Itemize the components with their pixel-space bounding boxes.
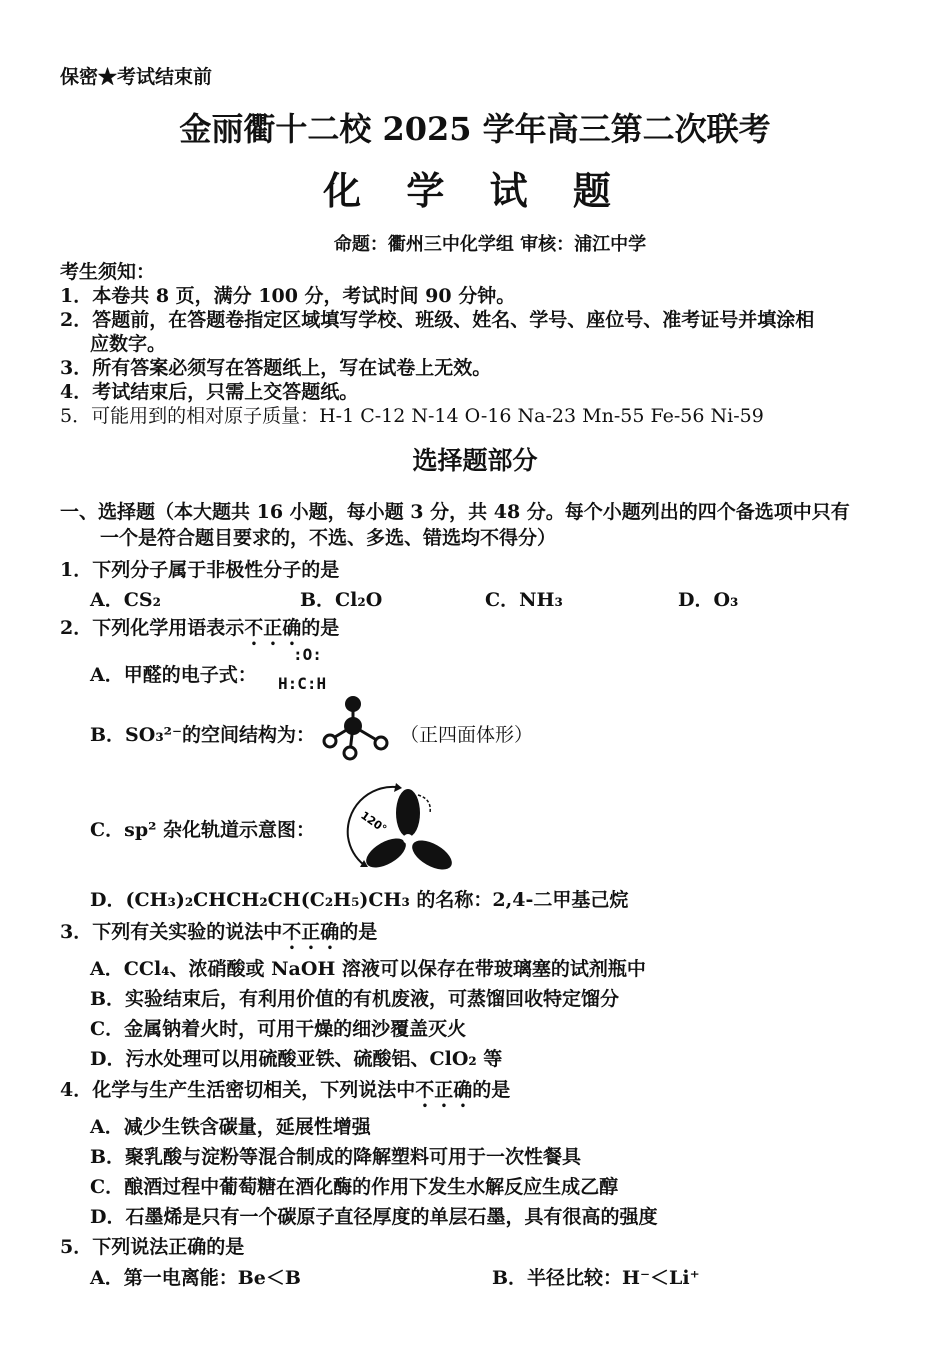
- notice-item: 1．本卷共 8 页，满分 100 分，考试时间 90 分钟。: [60, 285, 516, 307]
- author-line: 命题：衢州三中化学组 审核：浦江中学: [333, 234, 647, 255]
- option: B．半径比较：H⁻＜Li⁺: [492, 1267, 700, 1289]
- section-title: 选择题部分: [412, 446, 538, 475]
- option-note: （正四面体形）: [400, 724, 534, 746]
- notice-item: 4．考试结束后，只需上交答题纸。: [60, 381, 359, 403]
- option: A．减少生铁含碳量，延展性增强: [90, 1116, 371, 1138]
- part-one-intro: 一、选择题（本大题共 16 小题，每小题 3 分，共 48 分。每个小题列出的四个备选项中只有: [60, 501, 850, 523]
- notice-item: 应数字。: [90, 333, 167, 355]
- option: C．NH₃: [485, 589, 563, 611]
- option: A．甲醛的电子式：: [90, 664, 257, 686]
- question-stem: 5．下列说法正确的是: [60, 1236, 245, 1258]
- confidential-label: 保密★考试结束前: [60, 66, 213, 88]
- option: A．CCl₄、浓硝酸或 NaOH 溶液可以保存在带玻璃塞的试剂瓶中: [90, 958, 646, 980]
- exam-title: 金丽衢十二校 2025 学年高三第二次联考: [179, 110, 771, 148]
- option: D．O₃: [678, 589, 739, 611]
- option: B．聚乳酸与淀粉等混合制成的降解塑料可用于一次性餐具: [90, 1146, 582, 1168]
- formula-top: :O:: [293, 645, 322, 664]
- tetrahedron-model-figure: [318, 694, 398, 762]
- option: D．污水处理可以用硫酸亚铁、硫酸铝、ClO₂ 等: [90, 1048, 503, 1070]
- subject-title: 化 学 试 题: [323, 168, 627, 213]
- option: D．(CH₃)₂CHCH₂CH(C₂H₅)CH₃ 的名称：2,4-二甲基己烷: [90, 889, 629, 911]
- option: C．sp² 杂化轨道示意图：: [90, 819, 316, 841]
- option: D．石墨烯是只有一个碳原子直径厚度的单层石墨，具有很高的强度: [90, 1206, 658, 1228]
- sp2-orbital-figure: [338, 775, 460, 875]
- option: B．SO₃²⁻的空间结构为：: [90, 724, 316, 746]
- part-one-intro: 一个是符合题目要求的，不选、多选、错选均不得分）: [100, 527, 557, 549]
- option: C．金属钠着火时，可用干燥的细沙覆盖灭火: [90, 1018, 467, 1040]
- notice-item: 5．可能用到的相对原子质量：H-1 C-12 N-14 O-16 Na-23 Mn-55 Fe-56 Ni-59: [60, 405, 764, 427]
- notice-title: 考生须知：: [60, 261, 156, 283]
- option: A．第一电离能：Be＜B: [90, 1267, 301, 1289]
- option: C．酿酒过程中葡萄糖在酒化酶的作用下发生水解反应生成乙醇: [90, 1176, 619, 1198]
- question-stem: 3．下列有关实验的说法中不正确的是: [60, 921, 378, 943]
- notice-item: 2．答题前，在答题卷指定区域填写学校、班级、姓名、学号、座位号、准考证号并填涂相: [60, 309, 815, 331]
- formula-bottom: H:C:H: [278, 674, 327, 693]
- option: B．实验结束后，有利用价值的有机废液，可蒸馏回收特定馏分: [90, 988, 620, 1010]
- option: A．CS₂: [90, 589, 161, 611]
- notice-item: 3．所有答案必须写在答题纸上，写在试卷上无效。: [60, 357, 492, 379]
- question-stem: 1．下列分子属于非极性分子的是: [60, 559, 340, 581]
- angle-label: 120°: [358, 808, 390, 836]
- question-stem: 4．化学与生产生活密切相关，下列说法中不正确的是: [60, 1079, 511, 1101]
- question-stem: 2．下列化学用语表示不正确的是: [60, 617, 340, 639]
- option: B．Cl₂O: [300, 589, 383, 611]
